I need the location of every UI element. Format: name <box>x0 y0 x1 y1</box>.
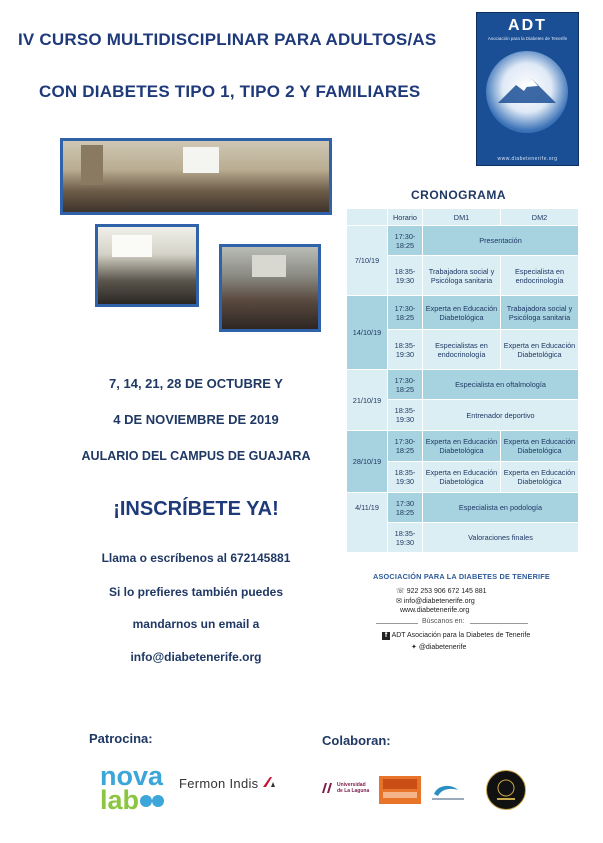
dates-line-2: 4 DE NOVIEMBRE DE 2019 <box>113 412 279 427</box>
classroom-photo-1 <box>60 138 332 215</box>
table-row <box>347 226 579 256</box>
session-dm2: Experta en Educación Diabetológica <box>501 330 579 370</box>
header-time: Horario <box>388 209 423 226</box>
divider-left <box>376 623 418 624</box>
logo-emblem-icon <box>486 51 568 133</box>
health-space-emblem-icon <box>487 771 525 809</box>
ull-logo <box>322 782 369 794</box>
row-date: 4/11/19 <box>347 493 388 553</box>
novalab-logo <box>100 761 165 815</box>
row-time: 17:30-18:25 <box>388 431 423 462</box>
divider-right <box>470 623 528 624</box>
row-time: 17:30 18:25 <box>388 493 423 523</box>
find-us-label: Búscanos en: <box>422 618 465 625</box>
contact-call-line: Llama o escríbenos al 672145881 <box>101 551 291 565</box>
mountain-icon <box>486 51 568 133</box>
session-both: Entrenador deportivo <box>423 400 579 431</box>
register-heading: ¡INSCRÍBETE YA! <box>113 498 279 520</box>
ull-name <box>337 782 369 794</box>
logo-url: www.diabetenerife.org <box>497 156 558 162</box>
title-line-1: IV CURSO MULTIDISCIPLINAR PARA ADULTOS/AS <box>18 30 437 49</box>
collaborator-logo-orange <box>379 776 421 804</box>
association-phones-line <box>396 587 487 595</box>
session-dm1: Trabajadora social y Psicóloga sanitaria <box>423 256 501 296</box>
facebook-handle[interactable]: ADT Asociación para la Diabetes de Tenerife <box>391 632 531 639</box>
session-dm1: Experta en Educación Diabetológica <box>423 296 501 330</box>
ull-name-line-1: Universidad <box>337 782 366 788</box>
novalab-dots-icon <box>139 792 165 808</box>
ull-mark-icon <box>322 783 334 793</box>
collaborators-label: Colaboran: <box>322 733 391 748</box>
session-dm2: Especialista en endocrinología <box>501 256 579 296</box>
row-time: 18:35-19:30 <box>388 330 423 370</box>
schedule-header-row <box>347 209 579 226</box>
fermon-logo <box>179 776 276 791</box>
row-time: 17:30-18:25 <box>388 296 423 330</box>
mail-icon: ✉ <box>396 598 402 605</box>
swirl-logo-icon <box>428 780 468 804</box>
row-time: 18:35-19:30 <box>388 462 423 493</box>
session-dm2: Experta en Educación Diabetológica <box>501 431 579 462</box>
ull-name-line-2: de La Laguna <box>337 788 370 794</box>
schedule-table <box>346 208 579 553</box>
header-dm2: DM2 <box>501 209 579 226</box>
twitter-icon: ✦ <box>411 644 417 651</box>
association-web[interactable]: www.diabetenerife.org <box>400 607 470 614</box>
classroom-photo-2 <box>95 224 199 307</box>
session-both: Especialista en oftalmología <box>423 370 579 400</box>
session-dm1: Experta en Educación Diabetológica <box>423 462 501 493</box>
row-date: 21/10/19 <box>347 370 388 431</box>
row-time: 17:30-18:25 <box>388 370 423 400</box>
novalab-bottom: lab <box>100 785 140 815</box>
novalab-top: nova <box>100 761 164 791</box>
facebook-line <box>382 632 530 640</box>
session-dm2: Experta en Educación Diabetológica <box>501 462 579 493</box>
row-time: 17:30-18:25 <box>388 226 423 256</box>
contact-email[interactable]: info@diabetenerife.org <box>130 650 262 664</box>
header-dm1: DM1 <box>423 209 501 226</box>
venue: AULARIO DEL CAMPUS DE GUAJARA <box>81 449 311 463</box>
table-row <box>347 370 579 400</box>
fermon-name: Fermon Indis <box>179 776 259 791</box>
contact-alt-line-2: mandarnos un email a <box>132 617 260 631</box>
table-row <box>347 493 579 523</box>
title-line-2: CON DIABETES TIPO 1, TIPO 2 Y FAMILIARES <box>39 82 421 101</box>
association-email-line <box>396 597 475 605</box>
row-time: 18:35-19:30 <box>388 256 423 296</box>
twitter-line <box>411 643 466 651</box>
twitter-handle[interactable]: @diabetenerife <box>418 644 467 651</box>
session-dm1: Experta en Educación Diabetológica <box>423 431 501 462</box>
fermon-mark-icon <box>262 776 276 788</box>
sponsor-label: Patrocina: <box>89 731 153 746</box>
session-both: Valoraciones finales <box>423 523 579 553</box>
schedule-title: CRONOGRAMA <box>411 188 506 202</box>
adt-logo <box>476 12 579 166</box>
session-both: Especialista en podología <box>423 493 579 523</box>
logo-name: ADT <box>508 17 547 34</box>
row-date: 14/10/19 <box>347 296 388 370</box>
session-dm1: Especialistas en endocrinología <box>423 330 501 370</box>
row-time: 18:35-19:30 <box>388 400 423 431</box>
row-date: 7/10/19 <box>347 226 388 296</box>
row-date: 28/10/19 <box>347 431 388 493</box>
facebook-icon: f <box>382 632 390 640</box>
contact-alt-line-1: Si lo prefieres también puedes <box>108 585 284 599</box>
association-phones: 922 253 906 672 145 881 <box>406 588 487 595</box>
collaborator-logo-swirl <box>428 780 468 809</box>
association-email[interactable]: info@diabetenerife.org <box>403 598 475 605</box>
phone-icon: ☏ <box>396 588 405 595</box>
table-row <box>347 431 579 462</box>
logo-subtitle: Asociación para la Diabetes de Tenerife <box>487 36 568 41</box>
association-title: ASOCIACIÓN PARA LA DIABETES DE TENERIFE <box>373 572 550 581</box>
classroom-photo-3 <box>219 244 321 332</box>
dates-line-1: 7, 14, 21, 28 DE OCTUBRE Y <box>109 376 283 391</box>
session-both: Presentación <box>423 226 579 256</box>
table-row <box>347 296 579 330</box>
health-space-logo-icon <box>486 770 526 810</box>
header-date <box>347 209 388 226</box>
row-time: 18:35-19:30 <box>388 523 423 553</box>
session-dm2: Trabajadora social y Psicóloga sanitaria <box>501 296 579 330</box>
